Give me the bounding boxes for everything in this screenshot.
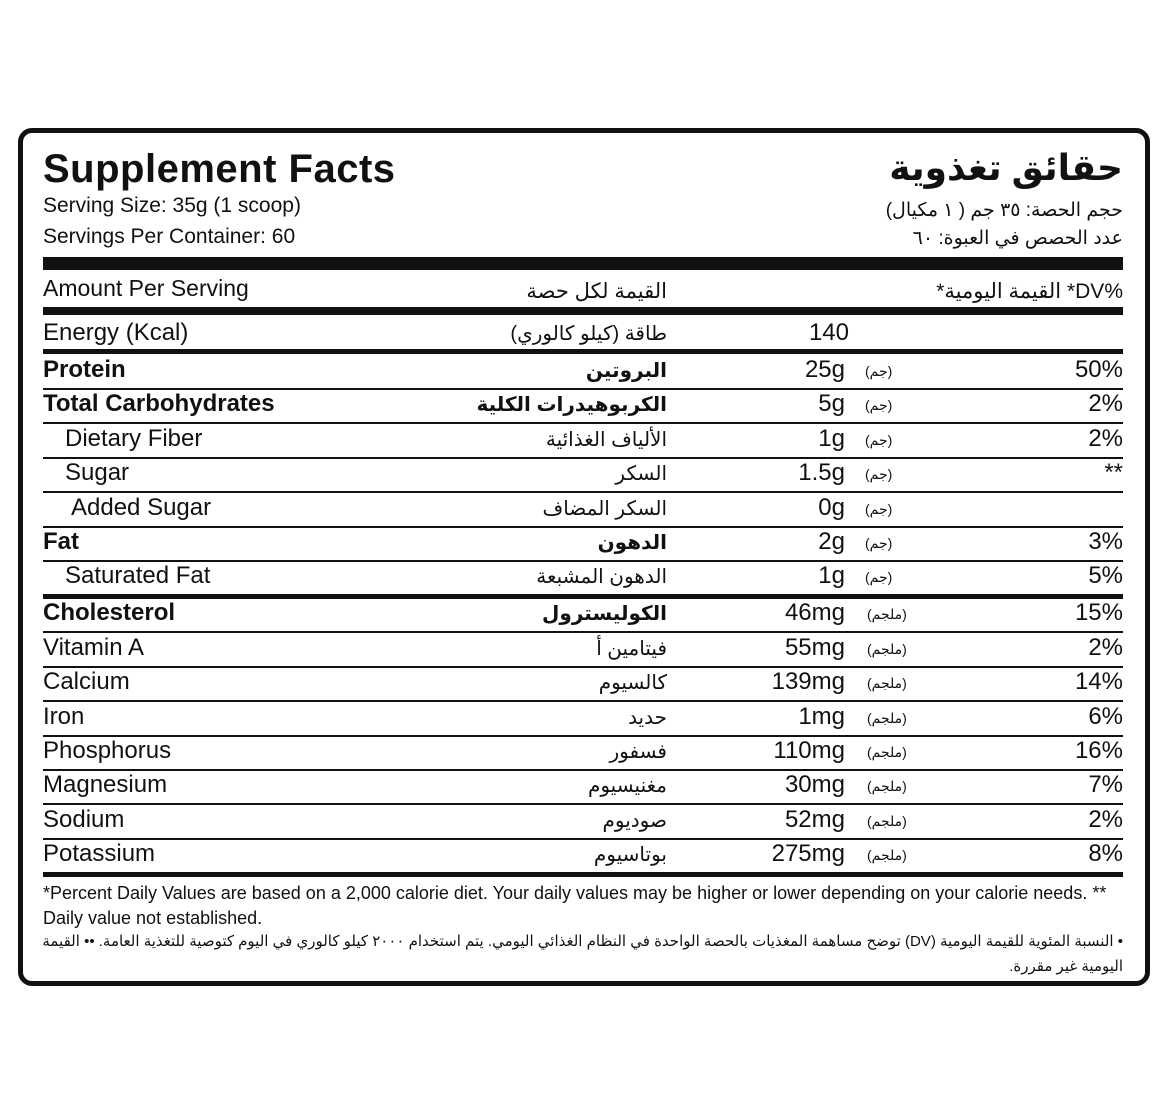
nutrient-name-arabic: الكوليسترول bbox=[542, 603, 667, 626]
nutrient-name: Potassium bbox=[43, 840, 156, 868]
nutrient-unit: (ملجم) bbox=[867, 744, 907, 760]
nutrient-unit: (جم) bbox=[865, 535, 893, 551]
nutrient-daily-value: 8% bbox=[1088, 840, 1123, 868]
nutrient-name-arabic: الألياف الغذائية bbox=[545, 428, 667, 451]
nutrient-daily-value: 50% bbox=[1074, 356, 1123, 383]
nutrient-amount: 25g bbox=[804, 356, 845, 383]
nutrient-unit: (ملجم) bbox=[867, 675, 907, 692]
table-row bbox=[43, 838, 1123, 877]
table-row bbox=[43, 666, 1123, 702]
nutrient-name: Total Carbohydrates bbox=[43, 390, 275, 418]
nutrient-name: Sugar bbox=[65, 459, 130, 487]
nutrient-name-arabic: مغنيسيوم bbox=[587, 775, 667, 798]
nutrient-name: Phosphorus bbox=[43, 737, 172, 764]
nutrient-name-arabic: فسفور bbox=[609, 741, 667, 763]
nutrient-unit: (جم) bbox=[865, 431, 893, 448]
nutrient-unit: (جم) bbox=[865, 500, 893, 517]
nutrient-daily-value: 7% bbox=[1088, 771, 1123, 799]
servings-per-container-arabic: عدد الحصص في العبوة: ٦٠ bbox=[912, 228, 1123, 249]
title-english: Supplement Facts bbox=[43, 147, 396, 191]
nutrient-name-arabic: حديد bbox=[628, 706, 667, 729]
serving-size-english: Serving Size: 35g (1 scoop) bbox=[43, 194, 301, 217]
energy-row bbox=[43, 317, 1123, 354]
table-row bbox=[43, 632, 1123, 668]
nutrient-daily-value: ** bbox=[1104, 459, 1123, 487]
nutrient-daily-value: 15% bbox=[1074, 599, 1123, 627]
nutrient-name: Sodium bbox=[43, 805, 125, 833]
nutrient-unit: (جم) bbox=[865, 569, 893, 586]
nutrient-unit: (ملجم) bbox=[867, 640, 907, 657]
nutrient-name-arabic: الدهون bbox=[597, 532, 667, 554]
nutrient-name-arabic: السكر bbox=[615, 463, 667, 486]
nutrient-name-arabic: الدهون المشبعة bbox=[536, 566, 667, 589]
nutrient-unit: (ملجم) bbox=[867, 709, 907, 726]
nutrient-daily-value: 2% bbox=[1088, 390, 1123, 418]
nutrient-amount: 1mg bbox=[798, 702, 845, 730]
nutrient-name: Saturated Fat bbox=[65, 562, 211, 590]
footnote-arabic: • النسبة المئوية للقيمة اليومية (DV) توضح مساهمة المغذيات بالحصة الواحدة في النظام الغذائي اليومي. يتم استخدام ٢٠٠٠ كيلو كالوري في اليوم كتوصية للتغذية العامة. •• القيمة اليومية غير مقررة. bbox=[42, 933, 1123, 975]
nutrient-daily-value: 3% bbox=[1088, 528, 1123, 555]
nutrient-name-arabic: فيتامين أ bbox=[596, 637, 667, 660]
amount-per-serving-header-arabic: القيمة لكل حصة bbox=[526, 280, 667, 303]
table-row bbox=[43, 457, 1123, 493]
nutrient-name: Cholesterol bbox=[43, 599, 176, 627]
table-row bbox=[43, 560, 1123, 599]
nutrient-unit: (جم) bbox=[865, 397, 893, 414]
nutrient-name-arabic: بوتاسيوم bbox=[593, 844, 667, 867]
nutrient-amount: 30mg bbox=[784, 771, 845, 799]
table-row bbox=[43, 526, 1123, 562]
nutrient-unit: (ملجم) bbox=[867, 778, 907, 795]
title-arabic: حقائق تغذوية bbox=[889, 147, 1123, 188]
table-row bbox=[43, 735, 1123, 771]
thick-divider bbox=[43, 257, 1123, 270]
nutrient-name-arabic: البروتين bbox=[585, 360, 667, 382]
nutrient-daily-value: 14% bbox=[1074, 668, 1123, 696]
nutrient-amount: 140 bbox=[808, 319, 849, 346]
nutrient-name: Magnesium bbox=[43, 771, 168, 799]
nutrient-name: Fat bbox=[43, 528, 79, 555]
nutrient-daily-value: 2% bbox=[1088, 424, 1123, 452]
nutrient-unit: (جم) bbox=[865, 363, 893, 379]
nutrient-amount: 110mg bbox=[773, 737, 845, 764]
nutrient-amount: 2g bbox=[818, 528, 845, 555]
nutrient-name-arabic: طاقة (كيلو كالوري) bbox=[510, 323, 667, 345]
nutrient-name: Energy (Kcal) bbox=[43, 319, 189, 346]
nutrient-name-arabic: السكر المضاف bbox=[542, 497, 667, 520]
nutrient-name-arabic: صوديوم bbox=[602, 809, 667, 832]
table-row bbox=[43, 769, 1123, 805]
nutrient-name: Vitamin A bbox=[43, 633, 144, 661]
table-row bbox=[43, 597, 1123, 633]
nutrient-unit: (ملجم) bbox=[867, 812, 907, 829]
nutrient-daily-value: 6% bbox=[1088, 702, 1123, 730]
nutrient-unit: (جم) bbox=[865, 466, 893, 483]
table-row bbox=[43, 354, 1123, 390]
nutrient-name: Calcium bbox=[43, 668, 130, 696]
nutrient-amount: 139mg bbox=[771, 668, 845, 696]
table-row bbox=[43, 701, 1123, 737]
nutrient-amount: 0g bbox=[818, 493, 845, 521]
nutrient-daily-value: 5% bbox=[1088, 562, 1123, 590]
nutrient-amount: 1g bbox=[818, 424, 845, 452]
table-row bbox=[43, 388, 1123, 424]
table-row bbox=[43, 492, 1123, 528]
table-row bbox=[43, 804, 1123, 840]
nutrient-name: Protein bbox=[43, 356, 126, 383]
nutrient-amount: 5g bbox=[818, 390, 845, 418]
nutrient-amount: 46mg bbox=[784, 599, 845, 627]
amount-per-serving-header: Amount Per Serving bbox=[43, 275, 249, 301]
nutrient-name: Iron bbox=[43, 702, 85, 730]
nutrient-name: Added Sugar bbox=[71, 493, 212, 521]
nutrient-daily-value: 16% bbox=[1074, 737, 1123, 764]
nutrient-name-arabic: كالسيوم bbox=[598, 672, 667, 695]
nutrient-amount: 55mg bbox=[784, 633, 845, 661]
servings-per-container-english: Servings Per Container: 60 bbox=[43, 225, 296, 248]
nutrient-amount: 52mg bbox=[784, 805, 845, 833]
nutrient-name: Dietary Fiber bbox=[65, 424, 203, 452]
header-divider bbox=[43, 307, 1123, 315]
supplement-facts-panel bbox=[18, 128, 1150, 986]
serving-size-arabic: حجم الحصة: ٣٥ جم ( ١ مكيال) bbox=[885, 200, 1123, 221]
nutrient-amount: 1.5g bbox=[798, 459, 845, 487]
daily-value-header: %DV* القيمة اليومية* bbox=[936, 280, 1123, 303]
nutrient-amount: 1g bbox=[818, 562, 845, 590]
table-row bbox=[43, 423, 1123, 459]
nutrient-unit: (ملجم) bbox=[867, 847, 907, 864]
nutrient-daily-value: 2% bbox=[1088, 633, 1123, 661]
footnote-english: *Percent Daily Values are based on a 2,000 calorie diet. Your daily values may be higher or lower depending on your calorie needs. ** Daily value not established. bbox=[43, 883, 1107, 928]
nutrient-unit: (ملجم) bbox=[867, 606, 907, 623]
nutrient-daily-value: 2% bbox=[1088, 805, 1123, 833]
nutrient-name-arabic: الكربوهيدرات الكلية bbox=[476, 394, 667, 417]
nutrient-amount: 275mg bbox=[771, 840, 845, 868]
